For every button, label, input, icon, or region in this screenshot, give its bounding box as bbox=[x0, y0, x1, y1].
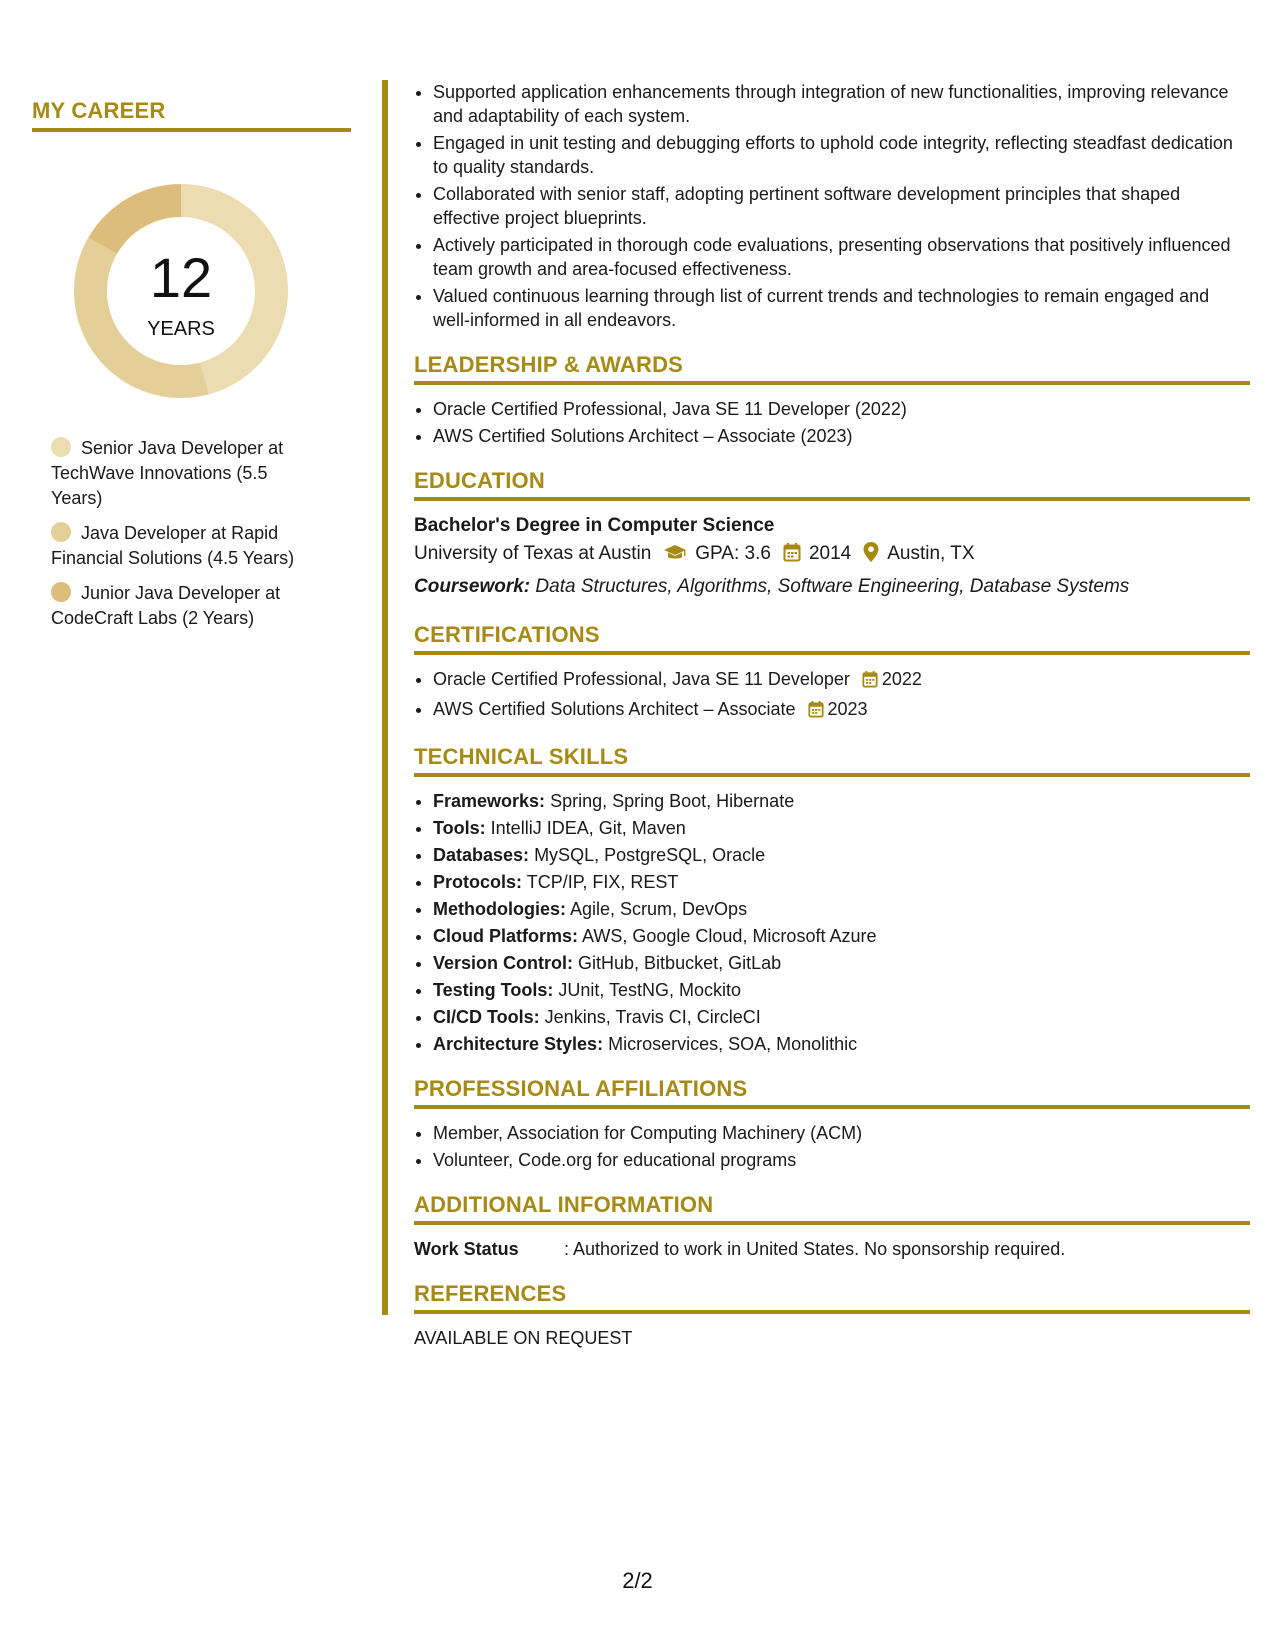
legend-dot-icon bbox=[51, 437, 71, 457]
skill-item bbox=[433, 951, 1250, 975]
main-content bbox=[414, 80, 1250, 1350]
skill-value: Microservices, SOA, Monolithic bbox=[608, 1034, 858, 1054]
certification-name: Oracle Certified Professional, Java SE 11 Developer bbox=[433, 669, 850, 689]
skill-value: MySQL, PostgreSQL, Oracle bbox=[534, 845, 766, 865]
skill-label: Architecture Styles: bbox=[433, 1034, 604, 1054]
skill-value: JUnit, TestNG, Mockito bbox=[558, 980, 742, 1000]
skill-value: IntelliJ IDEA, Git, Maven bbox=[490, 818, 686, 838]
skill-value: Jenkins, Travis CI, CircleCI bbox=[544, 1007, 761, 1027]
career-legend-label: Java Developer at Rapid Financial Solutions (4.5 Years) bbox=[51, 523, 295, 568]
coursework-label: Coursework: bbox=[414, 576, 531, 597]
certification-item bbox=[433, 697, 1250, 724]
additional-info-section bbox=[414, 1192, 1250, 1261]
skill-item bbox=[433, 1032, 1250, 1056]
page-number: 2/2 bbox=[622, 1568, 653, 1593]
column-divider bbox=[382, 80, 388, 1315]
affiliations-title: PROFESSIONAL AFFILIATIONS bbox=[414, 1076, 1250, 1109]
skill-item bbox=[433, 789, 1250, 813]
skills-section bbox=[414, 744, 1250, 1056]
legend-dot-icon bbox=[51, 582, 71, 602]
certification-name: AWS Certified Solutions Architect – Associate bbox=[433, 699, 796, 719]
education-section bbox=[414, 468, 1250, 602]
skill-item bbox=[433, 897, 1250, 921]
calendar-icon bbox=[862, 670, 878, 694]
career-donut-chart bbox=[66, 176, 296, 406]
degree-name: Bachelor's Degree in Computer Science bbox=[414, 515, 775, 536]
experience-bullet: • Valued continuous learning through list of current trends and technologies to remain engaged and well-informed in all endeavors. bbox=[433, 284, 1250, 332]
additional-info-title: ADDITIONAL INFORMATION bbox=[414, 1192, 1250, 1225]
school-location: Austin, TX bbox=[887, 543, 975, 564]
gpa: GPA: 3.6 bbox=[695, 543, 771, 564]
skill-label: CI/CD Tools: bbox=[433, 1007, 540, 1027]
calendar-icon bbox=[783, 542, 801, 572]
career-total-label: YEARS bbox=[147, 318, 215, 340]
certifications-list bbox=[414, 667, 1250, 724]
leadership-item: • AWS Certified Solutions Architect – Associate (2023) bbox=[433, 424, 1250, 448]
skill-label: Version Control: bbox=[433, 953, 574, 973]
work-status-row bbox=[414, 1237, 1250, 1261]
legend-dot-icon bbox=[51, 522, 71, 542]
career-legend-label: Senior Java Developer at TechWave Innovations (5.5 Years) bbox=[51, 438, 284, 508]
graduation-cap-icon bbox=[663, 542, 687, 572]
skill-item bbox=[433, 1005, 1250, 1029]
skill-label: Protocols: bbox=[433, 872, 523, 892]
affiliation-item: • Volunteer, Code.org for educational programs bbox=[433, 1148, 1250, 1172]
skill-item bbox=[433, 816, 1250, 840]
certification-year: 2023 bbox=[827, 699, 868, 719]
leadership-section bbox=[414, 352, 1250, 448]
skill-label: Testing Tools: bbox=[433, 980, 554, 1000]
coursework-list: Data Structures, Algorithms, Software Engineering, Database Systems bbox=[535, 576, 1130, 597]
certification-year: 2022 bbox=[881, 669, 922, 689]
calendar-icon bbox=[808, 700, 824, 724]
school-name: University of Texas at Austin bbox=[414, 543, 652, 564]
skill-value: Agile, Scrum, DevOps bbox=[570, 899, 748, 919]
career-title: MY CAREER bbox=[32, 98, 351, 132]
skill-item bbox=[433, 978, 1250, 1002]
skill-value: AWS, Google Cloud, Microsoft Azure bbox=[582, 926, 877, 946]
skill-label: Cloud Platforms: bbox=[433, 926, 579, 946]
skill-label: Frameworks: bbox=[433, 791, 546, 811]
coursework bbox=[414, 572, 1250, 602]
certifications-section bbox=[414, 622, 1250, 724]
skill-item bbox=[433, 870, 1250, 894]
skill-value: TCP/IP, FIX, REST bbox=[526, 872, 679, 892]
skill-label: Tools: bbox=[433, 818, 486, 838]
career-sidebar bbox=[32, 98, 351, 641]
references-section bbox=[414, 1281, 1250, 1350]
experience-bullet: • Actively participated in thorough code evaluations, presenting observations that positively influenced team growth and area-focused effectiveness. bbox=[433, 233, 1250, 281]
references-title: REFERENCES bbox=[414, 1281, 1250, 1314]
certification-item bbox=[433, 667, 1250, 694]
leadership-title: LEADERSHIP & AWARDS bbox=[414, 352, 1250, 385]
location-pin-icon bbox=[863, 542, 879, 572]
career-legend-item bbox=[51, 436, 321, 511]
graduation-year: 2014 bbox=[808, 543, 852, 564]
career-legend-item bbox=[51, 521, 321, 571]
skill-value: Spring, Spring Boot, Hibernate bbox=[550, 791, 795, 811]
career-legend-item bbox=[51, 581, 321, 631]
leadership-list bbox=[414, 397, 1250, 448]
skill-item bbox=[433, 924, 1250, 948]
career-legend bbox=[51, 436, 321, 631]
skill-label: Databases: bbox=[433, 845, 530, 865]
skill-value: GitHub, Bitbucket, GitLab bbox=[578, 953, 782, 973]
experience-bullets bbox=[414, 80, 1250, 332]
affiliations-list bbox=[414, 1121, 1250, 1172]
leadership-item: • Oracle Certified Professional, Java SE 11 Developer (2022) bbox=[433, 397, 1250, 421]
work-status-label: Work Status bbox=[414, 1239, 519, 1259]
skills-list bbox=[414, 789, 1250, 1056]
work-status-value: : Authorized to work in United States. No sponsorship required. bbox=[564, 1239, 1066, 1259]
affiliations-section bbox=[414, 1076, 1250, 1172]
skill-item bbox=[433, 843, 1250, 867]
experience-bullet: • Collaborated with senior staff, adopting pertinent software development principles that shaped effective project blueprints. bbox=[433, 182, 1250, 230]
affiliation-item: • Member, Association for Computing Machinery (ACM) bbox=[433, 1121, 1250, 1145]
skills-title: TECHNICAL SKILLS bbox=[414, 744, 1250, 777]
certifications-title: CERTIFICATIONS bbox=[414, 622, 1250, 655]
education-details bbox=[414, 539, 1250, 572]
career-legend-label: Junior Java Developer at CodeCraft Labs (2 Years) bbox=[51, 583, 281, 628]
experience-bullet: • Engaged in unit testing and debugging efforts to uphold code integrity, reflecting steadfast dedication to quality standards. bbox=[433, 131, 1250, 179]
references-text: AVAILABLE ON REQUEST bbox=[414, 1328, 633, 1348]
skill-label: Methodologies: bbox=[433, 899, 566, 919]
donut-center bbox=[66, 176, 296, 406]
career-total-years: 12 bbox=[149, 246, 213, 309]
experience-bullet: • Supported application enhancements through integration of new functionalities, improving relevance and adaptability of each system. bbox=[433, 80, 1250, 128]
education-title: EDUCATION bbox=[414, 468, 1250, 501]
